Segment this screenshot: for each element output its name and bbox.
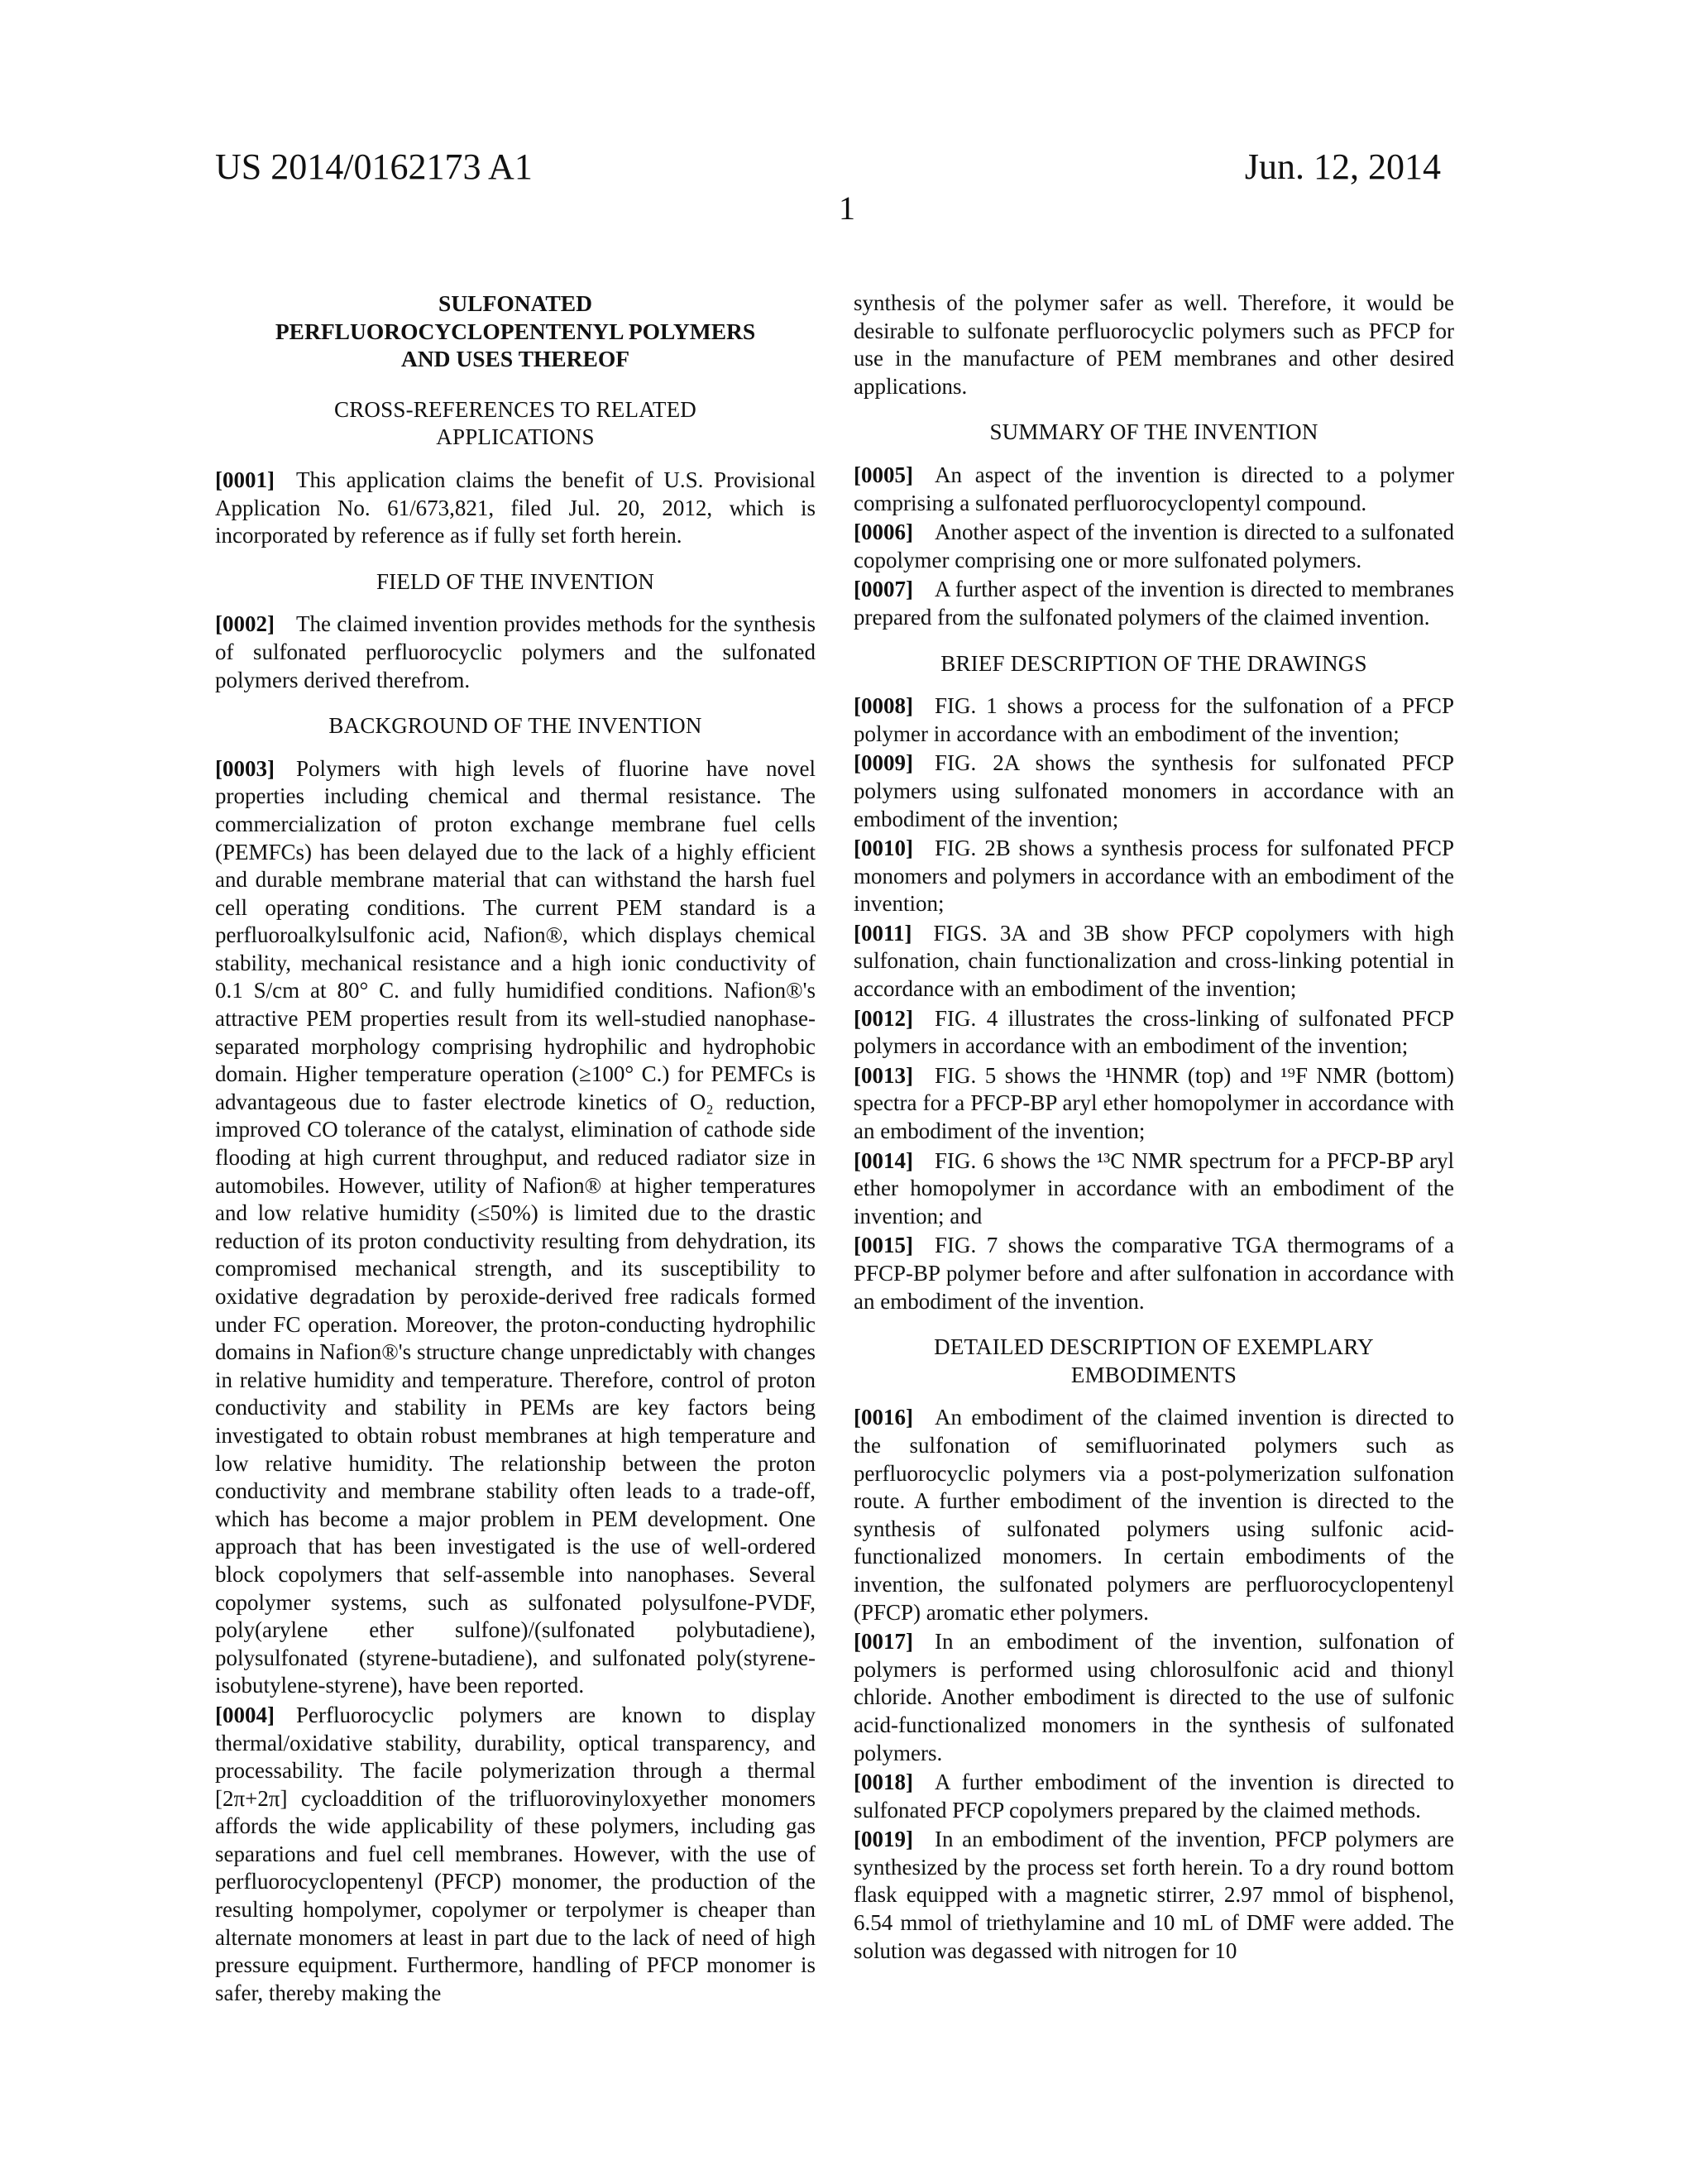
paragraph-text: An aspect of the invention is directed to a polymer comprising a sulfonated perfluorocyclopentyl compound. xyxy=(854,462,1454,515)
paragraph-0014 xyxy=(854,1147,1454,1231)
paragraph-text: A further embodiment of the invention is directed to sulfonated PFCP copolymers prepared by the claimed methods. xyxy=(854,1770,1454,1822)
paragraph-0001 xyxy=(215,467,816,550)
paragraph-0007 xyxy=(854,576,1454,631)
title-line: AND USES THEREOF xyxy=(400,346,630,372)
paragraph-number: [0008] xyxy=(854,693,913,719)
paragraph-0019 xyxy=(854,1826,1454,1965)
section-heading-cross-references xyxy=(215,396,816,452)
right-column xyxy=(854,290,1454,1966)
paragraph-0010 xyxy=(854,835,1454,918)
paragraph-0012 xyxy=(854,1005,1454,1061)
paragraph-text: FIG. 7 shows the comparative TGA thermograms of a PFCP-BP polymer before and after sulfonation in accordance with an embodiment of the invention. xyxy=(854,1233,1454,1314)
paragraph-number: [0013] xyxy=(854,1062,913,1088)
paragraph-text: A further aspect of the invention is directed to membranes prepared from the sulfonated polymers of the claimed invention. xyxy=(854,577,1454,630)
paragraph-0015 xyxy=(854,1232,1454,1315)
section-heading-detailed-description xyxy=(854,1334,1454,1389)
paragraph-0009 xyxy=(854,750,1454,833)
paragraph-0004-continued xyxy=(854,290,1454,400)
paragraph-number: [0003] xyxy=(215,755,275,781)
left-column xyxy=(215,290,816,2009)
paragraph-text: FIG. 5 shows the ¹HNMR (top) and ¹⁹F NMR (bottom) spectra for a PFCP-BP aryl ether homopolymer in accordance with an embodiment of the invention; xyxy=(854,1062,1454,1144)
heading-line: CROSS-REFERENCES TO RELATED xyxy=(334,396,696,422)
paragraph-0005 xyxy=(854,462,1454,517)
title-line: SULFONATED xyxy=(438,290,592,316)
heading-line: APPLICATIONS xyxy=(436,424,595,450)
paragraph-text: In an embodiment of the invention, PFCP polymers are synthesized by the process set forth herein. To a dry round bottom flask equipped with a magnetic stirrer, 2.97 mmol of bisphenol, 6.54 mmol of triethylamine and 10 mL of DMF were added. The solution was degassed with nitrogen for 10 xyxy=(854,1827,1454,1963)
paragraph-0006 xyxy=(854,519,1454,574)
section-heading-drawings: BRIEF DESCRIPTION OF THE DRAWINGS xyxy=(940,650,1367,676)
paragraph-number: [0017] xyxy=(854,1629,913,1655)
paragraph-0017 xyxy=(854,1628,1454,1767)
paragraph-number: [0011] xyxy=(854,920,912,946)
paragraph-number: [0004] xyxy=(215,1702,275,1727)
paragraph-number: [0019] xyxy=(854,1827,913,1852)
paragraph-number: [0005] xyxy=(854,462,913,487)
paragraph-0004 xyxy=(215,1702,816,2008)
heading-line: DETAILED DESCRIPTION OF EXEMPLARY xyxy=(934,1334,1374,1360)
paragraph-number: [0006] xyxy=(854,520,913,545)
paragraph-text: Another aspect of the invention is directed to a sulfonated copolymer comprising one or more sulfonated polymers. xyxy=(854,520,1454,572)
paragraph-number: [0010] xyxy=(854,836,913,861)
paragraph-text: FIG. 2A shows the synthesis for sulfonated PFCP polymers using sulfonated monomers in accordance with an embodiment of the invention; xyxy=(854,750,1454,831)
paragraph-text: FIG. 2B shows a synthesis process for sulfonated PFCP monomers and polymers in accordance with an embodiment of the invention; xyxy=(854,836,1454,917)
paragraph-number: [0001] xyxy=(215,467,275,492)
paragraph-text: An embodiment of the claimed invention is directed to the sulfonation of semifluorinated polymers such as perfluorocyclic polymers via a post-polymerization sulfonation route. A further embodiment of the invention is directed to the synthesis of sulfonated polymers using sulfonic acid-functionalized monomers. In certain embodiments of the invention, the sulfonated polymers are perfluorocyclopentenyl (PFCP) aromatic ether polymers. xyxy=(854,1405,1454,1625)
paragraph-text: FIG. 6 shows the ¹³C NMR spectrum for a PFCP-BP aryl ether homopolymer in accordance with an embodiment of the invention; and xyxy=(854,1147,1454,1228)
page-number: 1 xyxy=(839,189,855,227)
paragraph-0002 xyxy=(215,611,816,694)
paragraph-text: The claimed invention provides methods for the synthesis of sulfonated perfluorocyclic polymers and the sulfonated polymers derived therefrom. xyxy=(215,611,816,692)
paragraph-0003 xyxy=(215,755,816,1700)
title-line: PERFLUOROCYCLOPENTENYL POLYMERS xyxy=(275,318,756,344)
paragraph-number: [0002] xyxy=(215,611,275,637)
publication-date: Jun. 12, 2014 xyxy=(1244,146,1441,187)
paragraph-text: Perfluorocyclic polymers are known to display thermal/oxidative stability, durability, optical transparency, and processability. The facile polymerization through a thermal [2π+2π] cycloaddition of the trifluorovinyloxyether monomers affords the wide applicability of these polymers, including gas separations and fuel cell membranes. However, with the use of perfluorocyclopentenyl (PFCP) monomer, the production of the resulting hompolymer, copolymer or terpolymer is cheaper than alternate monomers at least in part due to the lack of need of high pressure equipment. Furthermore, handling of PFCP monomer is safer, thereby making the xyxy=(215,1702,816,2005)
heading-line: EMBODIMENTS xyxy=(1070,1362,1237,1387)
paragraph-text: FIG. 4 illustrates the cross-linking of sulfonated PFCP polymers in accordance with an embodiment of the invention; xyxy=(854,1005,1454,1059)
paragraph-text: synthesis of the polymer safer as well. Therefore, it would be desirable to sulfonate perfluorocyclic polymers such as PFCP for use in the manufacture of PEM membranes and other desired applications. xyxy=(854,290,1454,399)
paragraph-text: FIGS. 3A and 3B show PFCP copolymers with high sulfonation, chain functionalization and cross-linking potential in accordance with an embodiment of the invention; xyxy=(854,920,1454,1002)
paragraph-0013 xyxy=(854,1062,1454,1146)
paragraph-0018 xyxy=(854,1769,1454,1824)
paragraph-0011 xyxy=(854,920,1454,1003)
paragraph-text: Polymers with high levels of fluorine have novel properties including chemical and thermal resistance. The commercialization of proton exchange membrane fuel cells (PEMFCs) has been delayed due to the lack of a highly efficient and durable membrane material that can withstand the harsh fuel cell operating conditions. The current PEM standard is a perfluoroalkylsulfonic acid, Nafion®, which displays chemical stability, mechanical resistance and a high ionic conductivity of 0.1 S/cm at 80° C. and fully humidified conditions. Nafion®'s attractive PEM properties result from its well-studied nanophase-separated morphology comprising hydrophilic and hydrophobic domain. Higher temperature operation (≥100° C.) for PEMFCs is advantageous due to faster electrode kinetics of O₂ reduction, improved CO tolerance of the catalyst, elimination of cathode side flooding at high current throughput, and reduced radiator size in automobiles. However, utility of Nafion® at higher temperatures and low relative humidity (≤50%) is limited due to the drastic reduction of its proton conductivity resulting from dehydration, its compromised mechanical strength, and its susceptibility to oxidative degradation by peroxide-derived free radicals formed under FC operation. Moreover, the proton-conducting hydrophilic domains in Nafion®'s structure change unpredictably with changes in relative humidity and temperature. Therefore, control of proton conductivity and stability in PEMs are key factors being investigated to obtain robust membranes at high temperature and low relative humidity. The relationship between the proton conductivity and membrane stability often leads to a trade-off, which has become a major problem in PEM development. One approach that has been investigated is the use of well-ordered block copolymers that self-assemble into nanophases. Several copolymer systems, such as sulfonated polysulfone-PVDF, poly(arylene ether sulfone)/(sulfonated polybutadiene), polysulfonated (styrene-butadiene), and sulfonated poly(styrene-isobutylene-styrene), have been reported. xyxy=(215,755,816,1698)
paragraph-number: [0014] xyxy=(854,1147,913,1173)
section-heading-background: BACKGROUND OF THE INVENTION xyxy=(328,713,702,739)
paragraph-text: In an embodiment of the invention, sulfonation of polymers is performed using chlorosulfonic acid and thionyl chloride. Another embodiment is directed to the use of sulfonic acid-functionalized monomers in the synthesis of sulfonated polymers. xyxy=(854,1629,1454,1765)
section-heading-field: FIELD OF THE INVENTION xyxy=(376,568,655,594)
publication-number: US 2014/0162173 A1 xyxy=(215,146,533,187)
paragraph-number: [0015] xyxy=(854,1233,913,1258)
paragraph-number: [0009] xyxy=(854,750,913,776)
section-heading-summary: SUMMARY OF THE INVENTION xyxy=(989,419,1318,445)
paragraph-number: [0007] xyxy=(854,577,913,602)
paragraph-number: [0018] xyxy=(854,1770,913,1795)
paragraph-0008 xyxy=(854,692,1454,748)
paragraph-number: [0012] xyxy=(854,1005,913,1031)
paragraph-number: [0016] xyxy=(854,1405,913,1430)
paragraph-text: This application claims the benefit of U.S. Provisional Application No. 61/673,821, filed Jul. 20, 2012, which is incorporated by reference as if fully set forth herein. xyxy=(215,467,816,548)
paragraph-text: FIG. 1 shows a process for the sulfonation of a PFCP polymer in accordance with an embodiment of the invention; xyxy=(854,693,1454,746)
paragraph-0016 xyxy=(854,1404,1454,1626)
document-title xyxy=(215,290,816,373)
